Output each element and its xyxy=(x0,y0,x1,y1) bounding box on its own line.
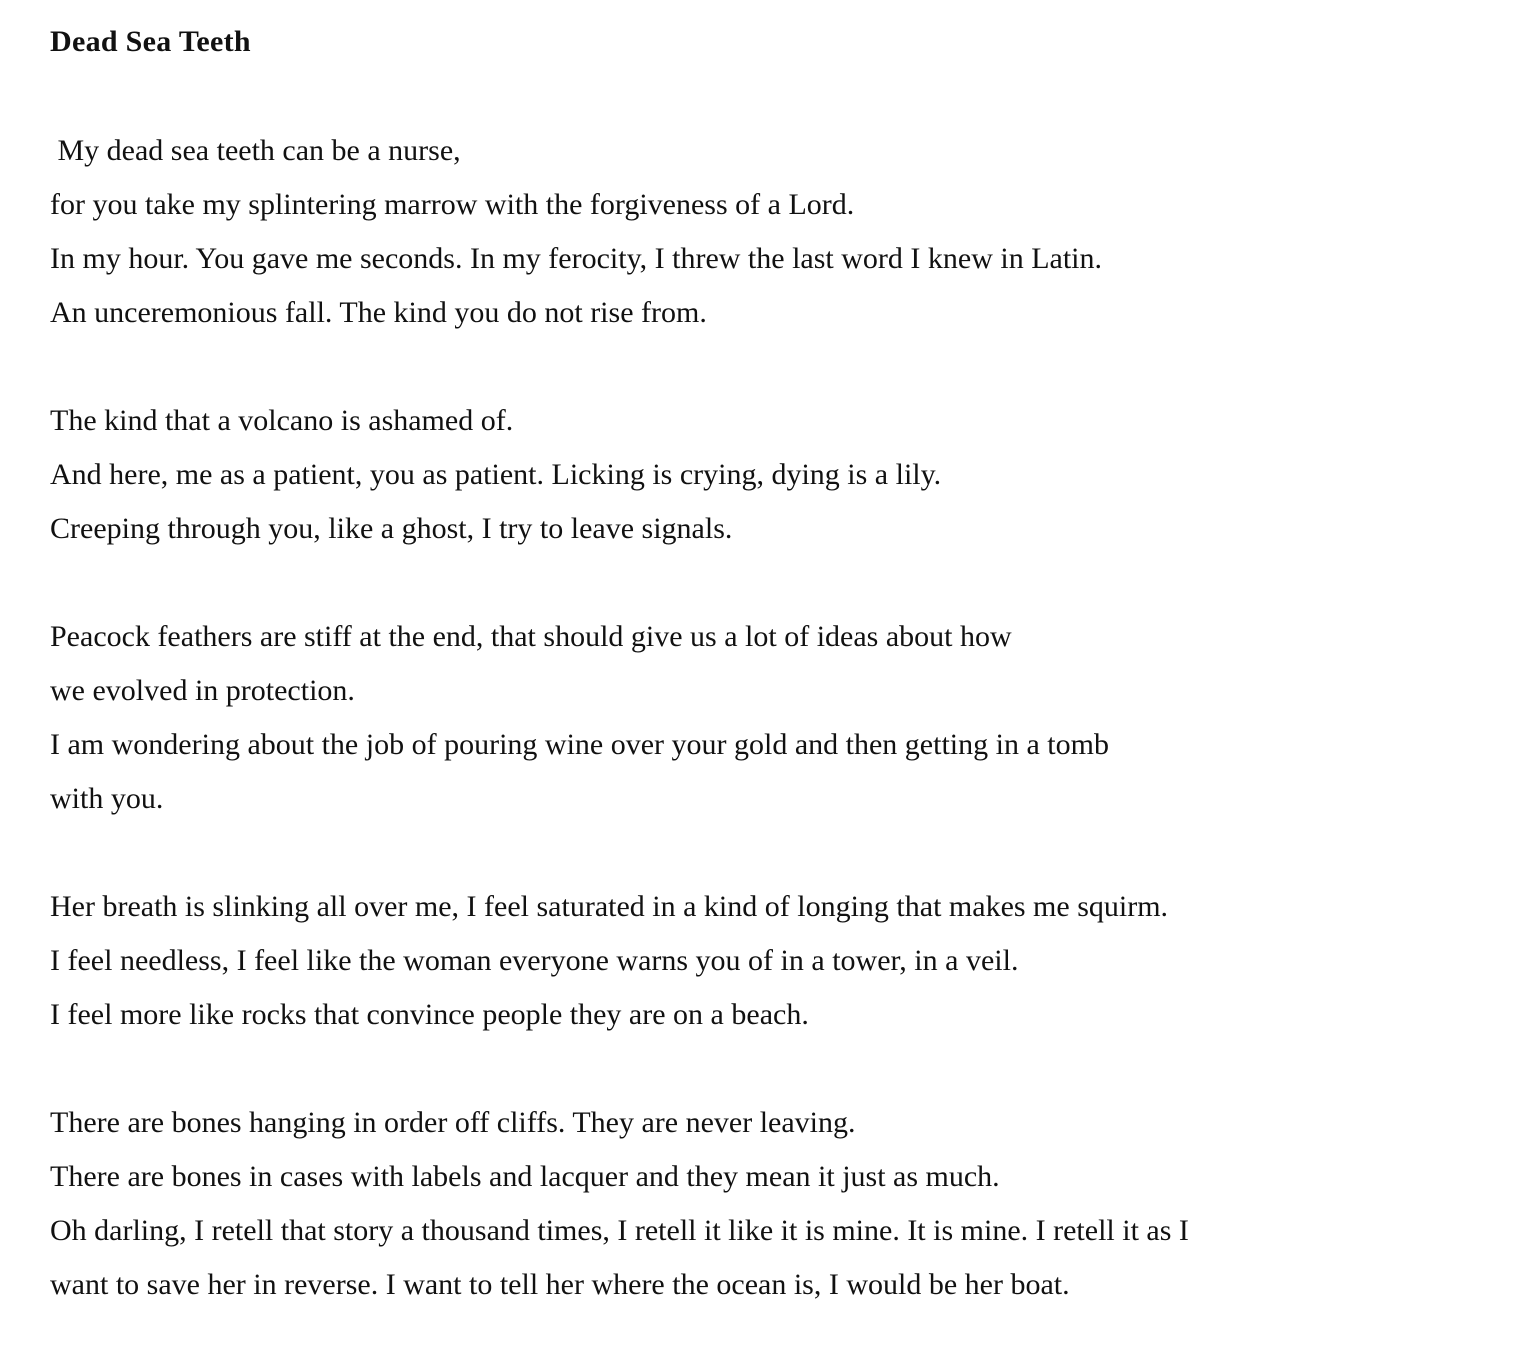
stanza-1 xyxy=(50,124,1500,340)
stanza-5 xyxy=(50,1096,1500,1312)
poem-line: I feel needless, I feel like the woman everyone warns you of in a tower, in a veil. xyxy=(50,944,1019,977)
stanza-4 xyxy=(50,880,1500,1042)
stanza-3 xyxy=(50,610,1500,826)
poem-line: An unceremonious fall. The kind you do not rise from. xyxy=(50,296,707,329)
poem-line: want to save her in reverse. I want to tell her where the ocean is, I would be her boat. xyxy=(50,1268,1070,1301)
poem-line: I feel more like rocks that convince people they are on a beach. xyxy=(50,998,809,1031)
poem-line: we evolved in protection. xyxy=(50,674,355,707)
poem-body xyxy=(50,124,1500,1366)
poem-title: Dead Sea Teeth xyxy=(50,25,251,58)
poem-line: The kind that a volcano is ashamed of. xyxy=(50,404,514,437)
stanza-2 xyxy=(50,394,1500,556)
poem-line: Creeping through you, like a ghost, I try to leave signals. xyxy=(50,512,733,545)
poem-line: I am wondering about the job of pouring wine over your gold and then getting in a tomb xyxy=(50,728,1109,761)
poem-line: Oh darling, I retell that story a thousand times, I retell it like it is mine. It is mine. I retell it as I xyxy=(50,1214,1189,1247)
poem-line: Her breath is slinking all over me, I feel saturated in a kind of longing that makes me squirm. xyxy=(50,890,1169,923)
poem-line: In my hour. You gave me seconds. In my ferocity, I threw the last word I knew in Latin. xyxy=(50,242,1103,275)
poem-line: There are bones hanging in order off cliffs. They are never leaving. xyxy=(50,1106,856,1139)
poem-line: And here, me as a patient, you as patient. Licking is crying, dying is a lily. xyxy=(50,458,942,491)
poem-line: Peacock feathers are stiff at the end, that should give us a lot of ideas about how xyxy=(50,620,1012,653)
poem-line: My dead sea teeth can be a nurse, xyxy=(50,134,461,167)
poem-line: with you. xyxy=(50,782,164,815)
poem-line: There are bones in cases with labels and lacquer and they mean it just as much. xyxy=(50,1160,1000,1193)
poem-line: for you take my splintering marrow with the forgiveness of a Lord. xyxy=(50,188,855,221)
